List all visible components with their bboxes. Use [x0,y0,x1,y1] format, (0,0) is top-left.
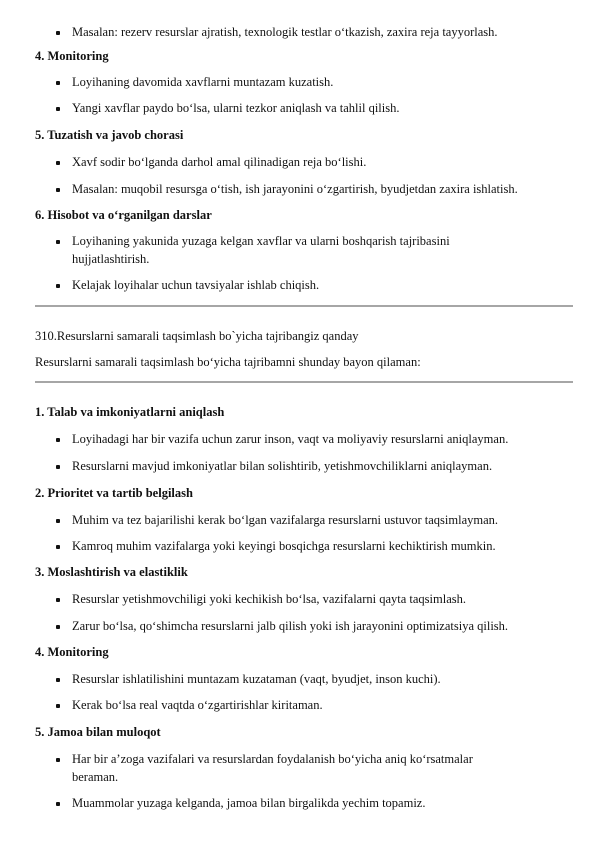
list-item: Kerak bo‘lsa real vaqtda o‘zgartirishlar kiritaman. [72,698,323,712]
bullet-icon [56,758,60,762]
list-item: Loyihaning yakunida yuzaga kelgan xavflar va ularni boshqarish tajribasini [72,234,450,248]
paragraph: 310.Resurslarni samarali taqsimlash bo`yicha tajribangiz qanday [35,329,359,343]
bullet-icon [56,107,60,111]
bullet-icon [56,438,60,442]
section-heading: 1. Talab va imkoniyatlarni aniqlash [35,405,225,419]
bullet-icon [56,625,60,629]
section-heading: 4. Monitoring [35,645,109,659]
section-heading: 6. Hisobot va o‘rganilgan darslar [35,208,212,222]
list-item: Muhim va tez bajarilishi kerak bo‘lgan vazifalarga resurslarni ustuvor taqsimlayman. [72,513,499,527]
bullet-icon [56,704,60,708]
list-item: Resurslar ishlatilishini muntazam kuzataman (vaqt, byudjet, inson kuchi). [72,672,441,686]
bullet-icon [56,465,60,469]
list-item: Xavf sodir bo‘lganda darhol amal qilinadigan reja bo‘lishi. [72,155,367,169]
horizontal-rule [35,381,573,383]
bullet-icon [56,81,60,85]
section-heading: 5. Tuzatish va javob chorasi [35,128,184,142]
bullet-icon [56,188,60,192]
list-item: Resurslarni mavjud imkoniyatlar bilan solishtirib, yetishmovchiliklarni aniqlayman. [72,459,493,473]
bullet-icon [56,240,60,244]
list-item: Kamroq muhim vazifalarga yoki keyingi bosqichga resurslarni kechiktirish mumkin. [72,539,496,553]
list-item: Loyihaning davomida xavflarni muntazam kuzatish. [72,75,334,89]
list-item: Zarur bo‘lsa, qo‘shimcha resurslarni jalb qilish yoki ish jarayonini optimizatsiya qilish. [72,619,509,633]
list-item: beraman. [72,770,119,784]
section-heading: 3. Moslashtirish va elastiklik [35,565,188,579]
list-item: Kelajak loyihalar uchun tavsiyalar ishlab chiqish. [72,278,320,292]
bullet-icon [56,678,60,682]
bullet-icon [56,519,60,523]
list-item: Muammolar yuzaga kelganda, jamoa bilan birgalikda yechim topamiz. [72,796,426,810]
bullet-icon [56,31,60,35]
section-heading: 5. Jamoa bilan muloqot [35,725,161,739]
bullet-icon [56,802,60,806]
bullet-icon [56,598,60,602]
list-item: Har bir a’zoga vazifalari va resurslardan foydalanish bo‘yicha aniq ko‘rsatmalar [72,752,473,766]
bullet-icon [56,161,60,165]
bullet-icon [56,284,60,288]
list-item: Loyihadagi har bir vazifa uchun zarur inson, vaqt va moliyaviy resurslarni aniqlayman. [72,432,509,446]
list-item: Resurslar yetishmovchiligi yoki kechikish bo‘lsa, vazifalarni qayta taqsimlash. [72,592,467,606]
section-heading: 4. Monitoring [35,49,109,63]
list-item: hujjatlashtirish. [72,252,150,266]
list-item: Yangi xavflar paydo bo‘lsa, ularni tezkor aniqlash va tahlil qilish. [72,101,400,115]
list-item: Masalan: rezerv resurslar ajratish, texnologik testlar o‘tkazish, zaxira reja tayyorlash. [72,25,498,39]
paragraph: Resurslarni samarali taqsimlash bo‘yicha tajribamni shunday bayon qilaman: [35,355,421,369]
section-heading: 2. Prioritet va tartib belgilash [35,486,193,500]
bullet-icon [56,545,60,549]
horizontal-rule [35,305,573,307]
list-item: Masalan: muqobil resursga o‘tish, ish jarayonini o‘zgartirish, byudjetdan zaxira ishlatish. [72,182,518,196]
